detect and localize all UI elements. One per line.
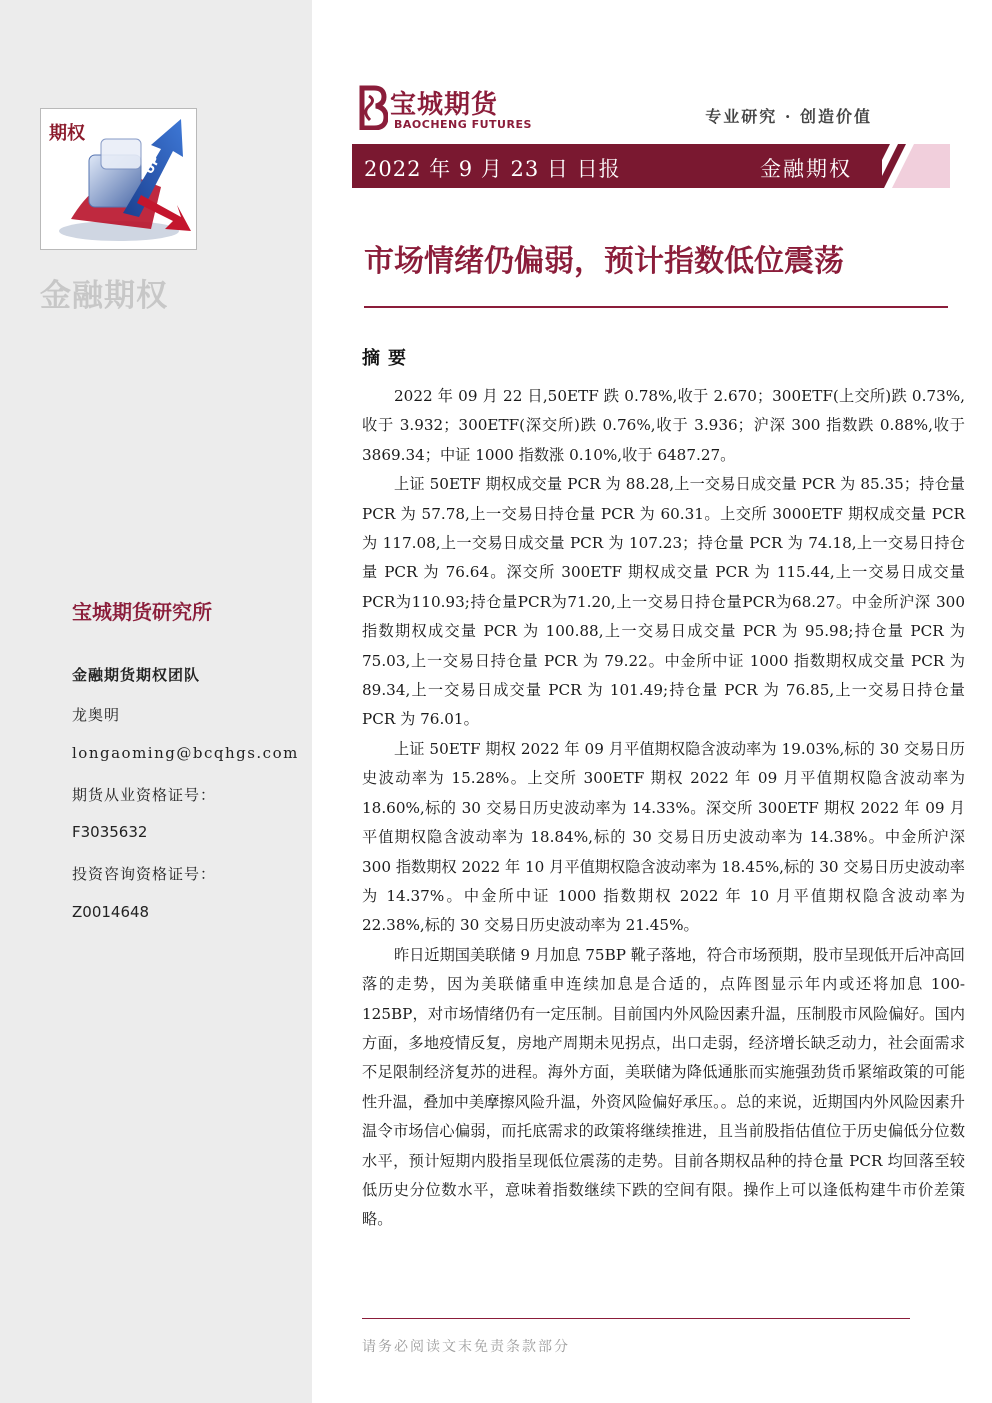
- institute-name: 宝城期货研究所: [72, 600, 212, 624]
- title-divider: [364, 306, 948, 308]
- team-name: 金融期货期权团队: [72, 666, 201, 684]
- sidebar: [0, 0, 312, 1403]
- paragraph: 昨日近期国美联储 9 月加息 75BP 靴子落地，符合市场预期，股市呈现低开后冲高回落的走势，因为美联储重申连续加息是合适的，点阵图显示年内或还将加息 100-125BP，对市场情绪仍有一定压制。目前国内外风险因素升温，压制股市风险偏好。国内方面，多地疫情反复，房地产周期未见拐点，出口走弱，经济增长缺乏动力，社会面需求不足限制经济复苏的进程。海外方面，美联储为降低通胀而实施强劲货币紧缩政策的可能性升温，叠加中美摩擦风险升温，外资风险偏好承压。。总的来说，近期国内外风险因素升温令市场信心偏弱，而托底需求的政策将继续推进，且当前股指估值位于历史偏低分位数水平，预计短期内股指呈现低位震荡的走势。目前各期权品种的持仓量 PCR 均回落至较低历史分位数水平，意味着指数继续下跌的空间有限。操作上可以逢低构建牛市价差策略。: [362, 945, 965, 1229]
- sidebar-title: 金融期权: [40, 278, 168, 314]
- analyst-email[interactable]: longaoming@bcqhgs.com: [72, 744, 299, 762]
- cover-image: [40, 108, 197, 250]
- logo-mark-icon: [356, 84, 388, 130]
- paragraph: 2022 年 09 月 22 日,50ETF 跌 0.78%,收于 2.670；300ETF(上交所)跌 0.73%,收于 3.932；300ETF(深交所)跌 0.76%,收于 3.936；沪深 300 指数跌 0.88%,收于 3869.34；中证 1000 指数涨 0.10%,收于 6487.27。: [362, 387, 965, 464]
- footer-disclaimer: 请务必阅读文末免责条款部分: [362, 1339, 570, 1355]
- banner-stripes: [840, 144, 950, 188]
- slogan: 专业研究 · 创造价值: [705, 107, 872, 126]
- paragraph: 上证 50ETF 期权成交量 PCR 为 88.28,上一交易日成交量 PCR 为 85.35；持仓量 PCR 为 57.78,上一交易日持仓量 PCR 为 60.31。上交所 3000ETF 期权成交量 PCR 为 117.08,上一交易日成交量 PCR 为 107.23；持仓量 PCR 为 74.18,上一交易日持仓量 PCR 为 76.64。深交所 300ETF 期权成交量 PCR 为 115.44,上一交易日成交量PCR为110.93;持仓量PCR为71.20,上一交易日持仓量PCR为68.27。中金所沪深 300 指数期权成交量 PCR 为 100.88,上一交易日成交量 PCR 为 95.98;持仓量 PCR 为 75.03,上一交易日持仓量 PCR 为 79.22。中金所中证 1000 指数期权成交量 PCR 为 89.34,上一交易日成交量 PCR 为 101.49;持仓量 PCR 为 76.85,上一交易日持仓量 PCR 为 76.01。: [362, 475, 965, 729]
- advisory-label: 投资咨询资格证号：: [72, 865, 217, 883]
- summary-heading: 摘要: [362, 348, 414, 369]
- logo-english: BAOCHENG FUTURES: [394, 118, 532, 131]
- summary-body: [362, 382, 965, 1235]
- analyst-name: 龙奥明: [72, 706, 121, 724]
- qualification-label: 期货从业资格证号：: [72, 786, 217, 804]
- advisory-number: Z0014648: [72, 903, 150, 921]
- footer-divider: [362, 1318, 910, 1319]
- logo-chinese: 宝城期货: [390, 90, 499, 120]
- cover-label: 期权: [49, 123, 85, 144]
- report-banner: [352, 144, 882, 188]
- report-category: 金融期权: [760, 157, 852, 181]
- report-title: 市场情绪仍偏弱，预计指数低位震荡: [364, 244, 844, 279]
- paragraph: 上证 50ETF 期权 2022 年 09 月平值期权隐含波动率为 19.03%,标的 30 交易日历史波动率为 15.28%。上交所 300ETF 期权 2022 年 09 月平值期权隐含波动率为 18.60%,标的 30 交易日历史波动率为 14.33%。深交所 300ETF 期权 2022 年 09 月平值期权隐含波动率为 18.84%,标的 30 交易日历史波动率为 14.38%。中金所沪深 300 指数期权 2022 年 10 月平值期权隐含波动率为 18.45%,标的 30 交易日历史波动率为 14.37%。中金所中证 1000 指数期权 2022 年 10 月平值期权隐含波动率为 22.38%,标的 30 交易日历史波动率为 21.45%。: [362, 739, 965, 935]
- qualification-number: F3035632: [72, 823, 148, 841]
- svg-text:UP: UP: [141, 153, 163, 177]
- company-logo: [356, 84, 556, 132]
- report-date: 2022 年 9 月 23 日 日报: [364, 157, 621, 181]
